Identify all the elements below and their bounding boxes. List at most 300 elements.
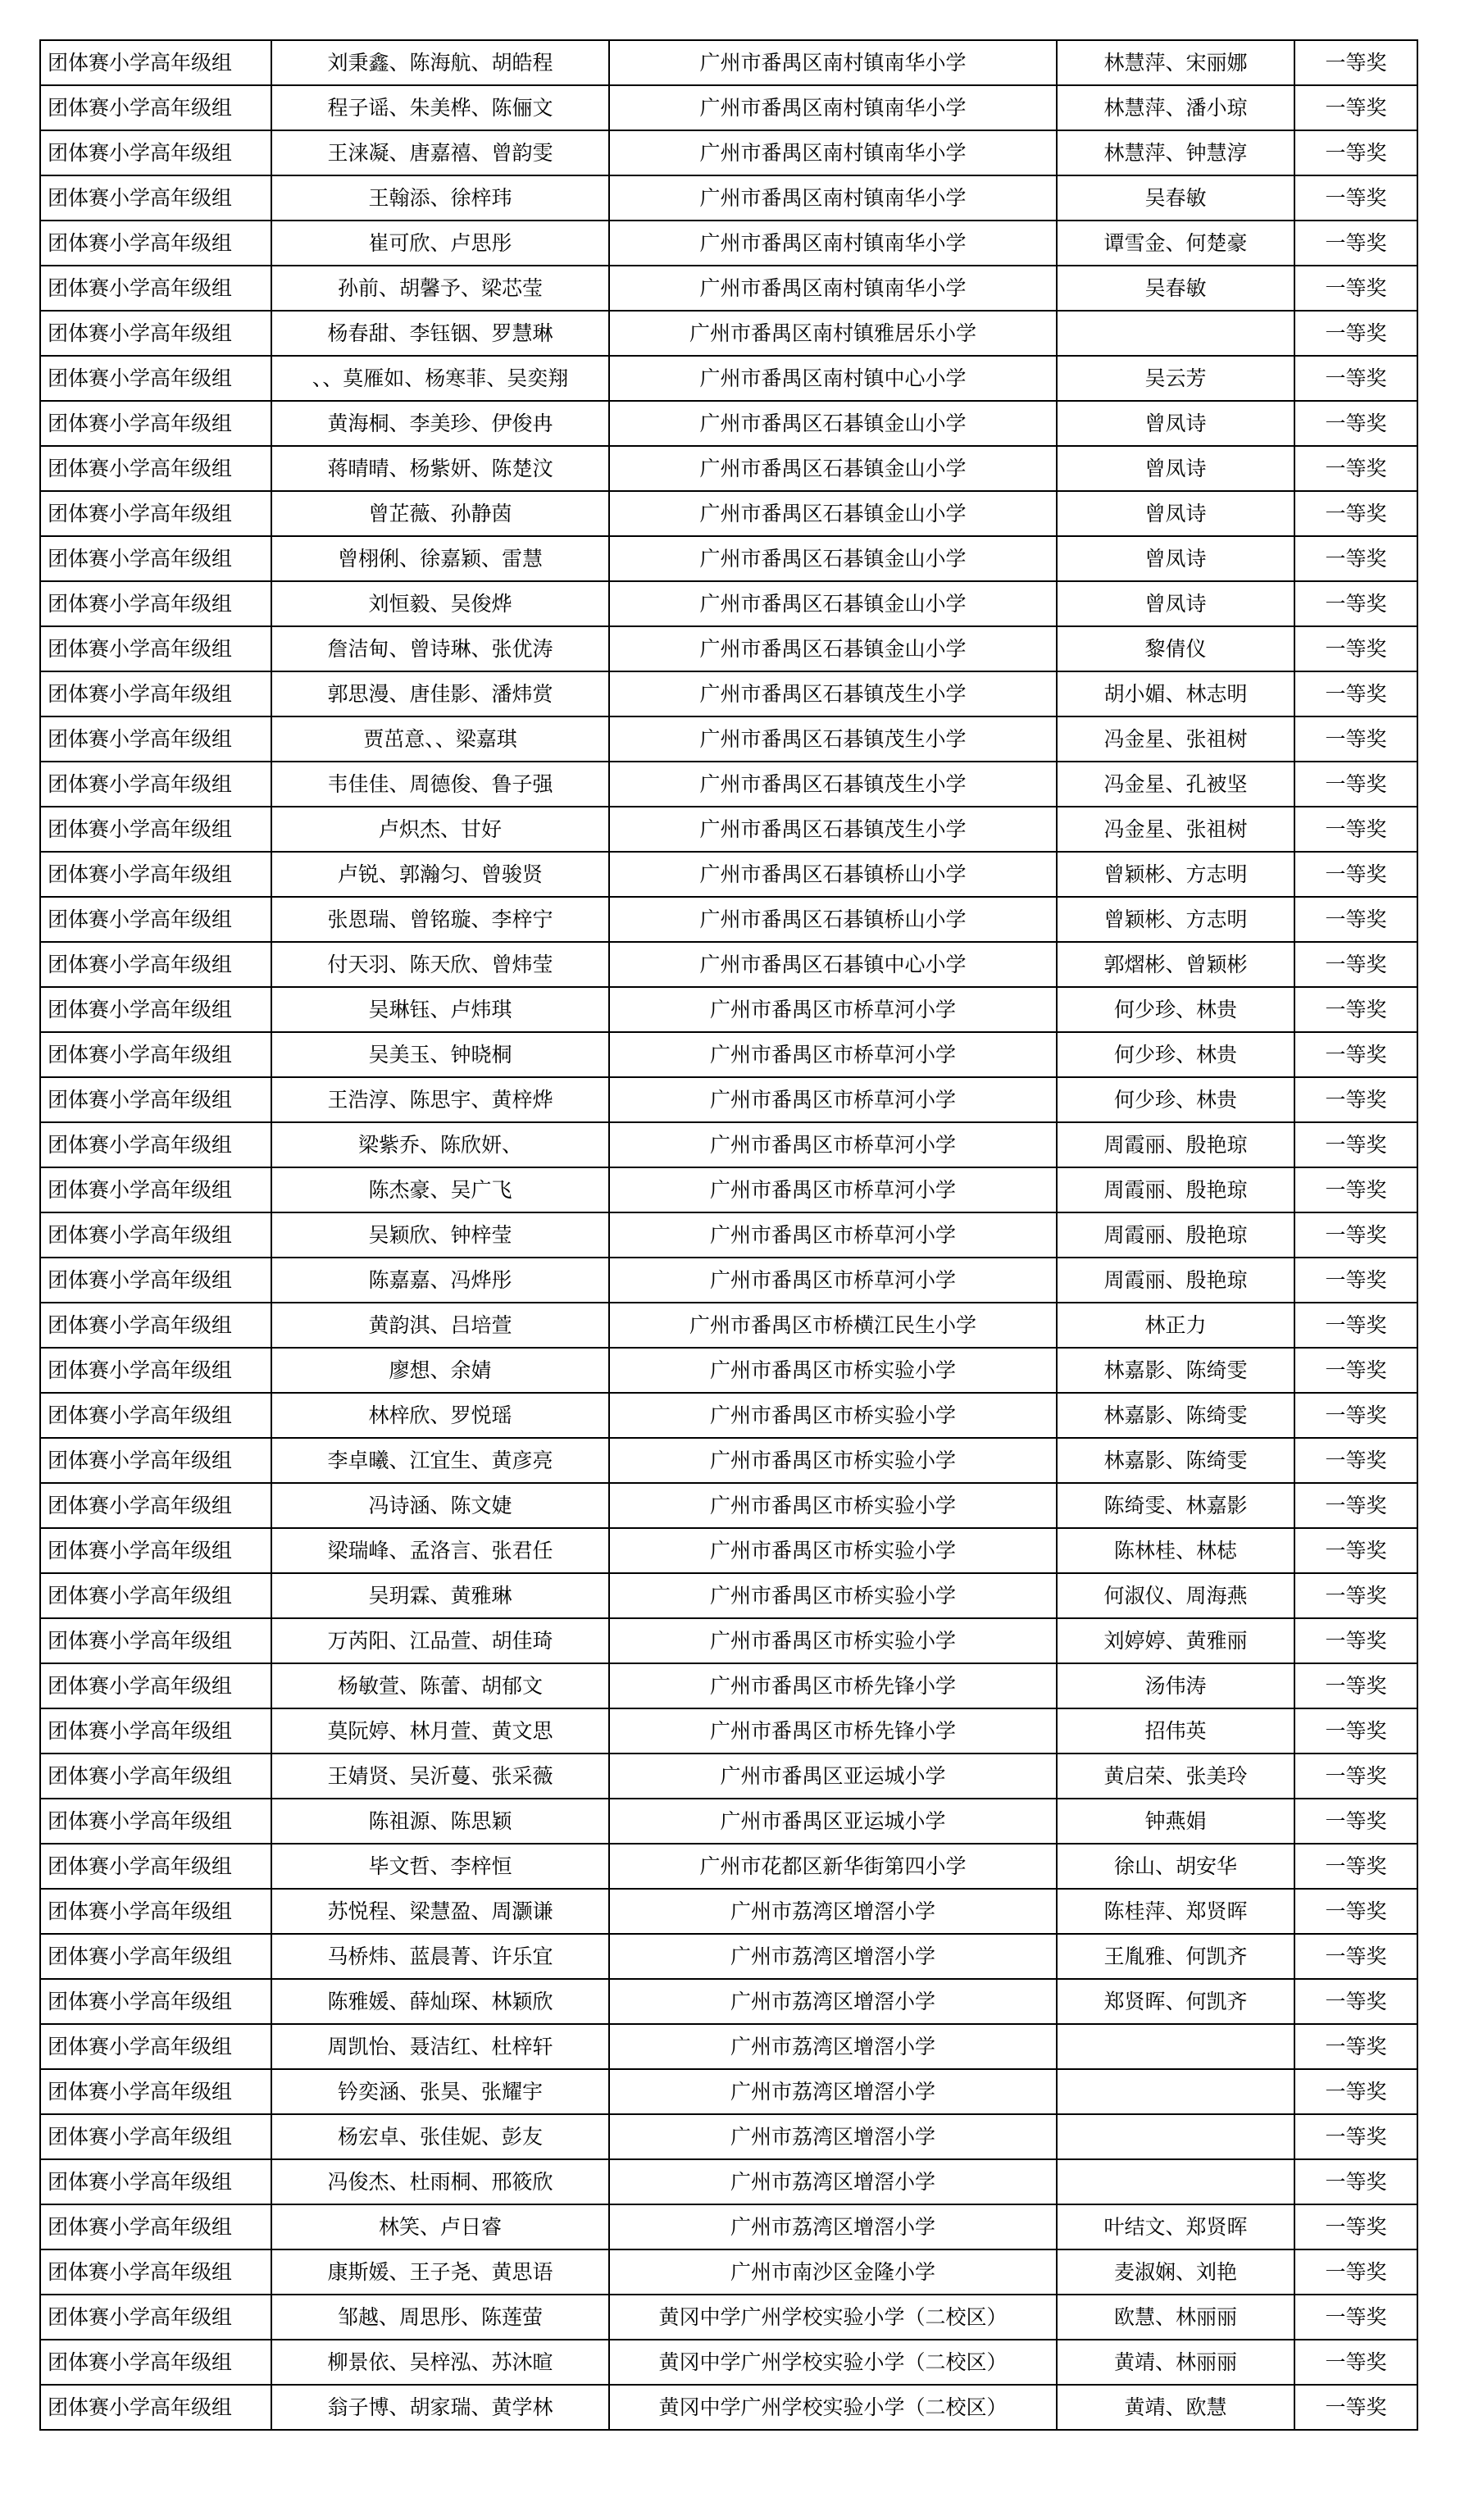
student-names-cell: 廖想、余婧 <box>271 1348 609 1393</box>
instructor-cell: 陈桂萍、郑贤晖 <box>1057 1889 1294 1934</box>
table-row <box>40 1663 1417 1708</box>
student-names-cell: 刘秉鑫、陈海航、胡皓程 <box>271 40 609 85</box>
competition-group-cell: 团体赛小学高年级组 <box>40 1077 271 1122</box>
school-cell: 广州市番禺区南村镇中心小学 <box>609 356 1057 401</box>
instructor-cell: 王胤雅、何凯齐 <box>1057 1934 1294 1979</box>
award-level-cell: 一等奖 <box>1294 987 1417 1032</box>
award-level-cell: 一等奖 <box>1294 716 1417 762</box>
award-level-cell: 一等奖 <box>1294 1393 1417 1438</box>
instructor-cell: 林嘉影、陈绮雯 <box>1057 1348 1294 1393</box>
competition-group-cell: 团体赛小学高年级组 <box>40 491 271 536</box>
school-cell: 广州市番禺区市桥实验小学 <box>609 1528 1057 1573</box>
competition-group-cell: 团体赛小学高年级组 <box>40 1573 271 1618</box>
competition-group-cell: 团体赛小学高年级组 <box>40 1483 271 1528</box>
school-cell: 广州市番禺区市桥草河小学 <box>609 1122 1057 1167</box>
school-cell: 广州市荔湾区增滘小学 <box>609 2114 1057 2159</box>
school-cell: 广州市番禺区市桥草河小学 <box>609 1032 1057 1077</box>
award-level-cell: 一等奖 <box>1294 1573 1417 1618</box>
student-names-cell: 钤奕涵、张昊、张耀宇 <box>271 2069 609 2114</box>
competition-group-cell: 团体赛小学高年级组 <box>40 1754 271 1799</box>
instructor-cell: 叶结文、郑贤晖 <box>1057 2204 1294 2249</box>
competition-group-cell: 团体赛小学高年级组 <box>40 266 271 311</box>
student-names-cell: 邹越、周思彤、陈莲萤 <box>271 2295 609 2340</box>
school-cell: 广州市荔湾区增滘小学 <box>609 1934 1057 1979</box>
award-level-cell: 一等奖 <box>1294 2385 1417 2430</box>
student-names-cell: 张恩瑞、曾铭璇、李梓宁 <box>271 897 609 942</box>
award-level-cell: 一等奖 <box>1294 852 1417 897</box>
award-level-cell: 一等奖 <box>1294 1618 1417 1663</box>
award-list-page <box>39 39 1417 2431</box>
table-row <box>40 1122 1417 1167</box>
table-row <box>40 175 1417 221</box>
school-cell: 广州市番禺区石碁镇金山小学 <box>609 491 1057 536</box>
instructor-cell: 黎倩仪 <box>1057 626 1294 671</box>
instructor-cell <box>1057 311 1294 356</box>
table-row <box>40 1167 1417 1212</box>
competition-group-cell: 团体赛小学高年级组 <box>40 2385 271 2430</box>
school-cell: 广州市番禺区市桥草河小学 <box>609 987 1057 1032</box>
instructor-cell: 欧慧、林丽丽 <box>1057 2295 1294 2340</box>
school-cell: 广州市番禺区石碁镇茂生小学 <box>609 807 1057 852</box>
instructor-cell: 胡小媚、林志明 <box>1057 671 1294 716</box>
instructor-cell <box>1057 2114 1294 2159</box>
competition-group-cell: 团体赛小学高年级组 <box>40 671 271 716</box>
student-names-cell: 毕文哲、李梓恒 <box>271 1844 609 1889</box>
school-cell: 黄冈中学广州学校实验小学（二校区） <box>609 2340 1057 2385</box>
competition-group-cell: 团体赛小学高年级组 <box>40 1979 271 2024</box>
student-names-cell: 卢炽杰、甘好 <box>271 807 609 852</box>
award-level-cell: 一等奖 <box>1294 2340 1417 2385</box>
table-row <box>40 581 1417 626</box>
instructor-cell: 钟燕娟 <box>1057 1799 1294 1844</box>
competition-group-cell: 团体赛小学高年级组 <box>40 942 271 987</box>
award-level-cell: 一等奖 <box>1294 221 1417 266</box>
school-cell: 广州市荔湾区增滘小学 <box>609 2024 1057 2069</box>
table-row <box>40 807 1417 852</box>
competition-group-cell: 团体赛小学高年级组 <box>40 1167 271 1212</box>
student-names-cell: 吴美玉、钟晓桐 <box>271 1032 609 1077</box>
student-names-cell: 林梓欣、罗悦瑶 <box>271 1393 609 1438</box>
competition-group-cell: 团体赛小学高年级组 <box>40 1708 271 1754</box>
school-cell: 广州市番禺区南村镇雅居乐小学 <box>609 311 1057 356</box>
student-names-cell: 王浩淳、陈思宇、黄梓烨 <box>271 1077 609 1122</box>
competition-group-cell: 团体赛小学高年级组 <box>40 1438 271 1483</box>
school-cell: 广州市番禺区市桥草河小学 <box>609 1077 1057 1122</box>
table-row <box>40 221 1417 266</box>
instructor-cell: 何少珍、林贵 <box>1057 1032 1294 1077</box>
school-cell: 广州市番禺区南村镇南华小学 <box>609 40 1057 85</box>
table-row <box>40 1934 1417 1979</box>
competition-group-cell: 团体赛小学高年级组 <box>40 626 271 671</box>
student-names-cell: 程子谣、朱美桦、陈俪文 <box>271 85 609 130</box>
award-table-body <box>40 40 1417 2430</box>
competition-group-cell: 团体赛小学高年级组 <box>40 807 271 852</box>
table-row <box>40 1754 1417 1799</box>
competition-group-cell: 团体赛小学高年级组 <box>40 2204 271 2249</box>
school-cell: 广州市番禺区市桥草河小学 <box>609 1167 1057 1212</box>
competition-group-cell: 团体赛小学高年级组 <box>40 40 271 85</box>
school-cell: 广州市荔湾区增滘小学 <box>609 2069 1057 2114</box>
award-level-cell: 一等奖 <box>1294 1212 1417 1258</box>
school-cell: 广州市荔湾区增滘小学 <box>609 1889 1057 1934</box>
instructor-cell: 冯金星、张祖树 <box>1057 716 1294 762</box>
student-names-cell: 孙前、胡馨予、梁芯莹 <box>271 266 609 311</box>
instructor-cell: 曾颖彬、方志明 <box>1057 852 1294 897</box>
school-cell: 广州市番禺区石碁镇茂生小学 <box>609 762 1057 807</box>
student-names-cell: 王婧贤、吴沂蔓、张采薇 <box>271 1754 609 1799</box>
student-names-cell: 蒋晴晴、杨紫妍、陈楚汶 <box>271 446 609 491</box>
award-level-cell: 一等奖 <box>1294 581 1417 626</box>
table-row <box>40 1889 1417 1934</box>
table-row <box>40 1438 1417 1483</box>
competition-group-cell: 团体赛小学高年级组 <box>40 2069 271 2114</box>
table-row <box>40 356 1417 401</box>
instructor-cell: 林慧萍、钟慧淳 <box>1057 130 1294 175</box>
award-level-cell: 一等奖 <box>1294 266 1417 311</box>
student-names-cell: 崔可欣、卢思彤 <box>271 221 609 266</box>
award-level-cell: 一等奖 <box>1294 1348 1417 1393</box>
school-cell: 广州市番禺区石碁镇中心小学 <box>609 942 1057 987</box>
student-names-cell: 柳景依、吴梓泓、苏沐暄 <box>271 2340 609 2385</box>
table-row <box>40 2340 1417 2385</box>
table-row <box>40 1077 1417 1122</box>
table-row <box>40 1303 1417 1348</box>
instructor-cell: 汤伟涛 <box>1057 1663 1294 1708</box>
instructor-cell: 黄靖、林丽丽 <box>1057 2340 1294 2385</box>
school-cell: 广州市番禺区市桥实验小学 <box>609 1573 1057 1618</box>
instructor-cell: 麦淑娴、刘艳 <box>1057 2249 1294 2295</box>
school-cell: 广州市番禺区市桥草河小学 <box>609 1212 1057 1258</box>
student-names-cell: 付天羽、陈天欣、曾炜莹 <box>271 942 609 987</box>
competition-group-cell: 团体赛小学高年级组 <box>40 2295 271 2340</box>
table-row <box>40 1258 1417 1303</box>
table-row <box>40 671 1417 716</box>
table-row <box>40 1483 1417 1528</box>
instructor-cell: 黄靖、欧慧 <box>1057 2385 1294 2430</box>
award-level-cell: 一等奖 <box>1294 1077 1417 1122</box>
student-names-cell: 陈雅媛、薛灿琛、林颖欣 <box>271 1979 609 2024</box>
award-level-cell: 一等奖 <box>1294 1708 1417 1754</box>
school-cell: 广州市荔湾区增滘小学 <box>609 1979 1057 2024</box>
student-names-cell: 马桥炜、蓝晨菁、许乐宜 <box>271 1934 609 1979</box>
table-row <box>40 716 1417 762</box>
instructor-cell: 曾凤诗 <box>1057 401 1294 446</box>
award-level-cell: 一等奖 <box>1294 2249 1417 2295</box>
table-row <box>40 942 1417 987</box>
school-cell: 广州市番禺区石碁镇茂生小学 <box>609 671 1057 716</box>
table-row <box>40 40 1417 85</box>
award-level-cell: 一等奖 <box>1294 807 1417 852</box>
award-level-cell: 一等奖 <box>1294 626 1417 671</box>
award-level-cell: 一等奖 <box>1294 671 1417 716</box>
award-level-cell: 一等奖 <box>1294 2204 1417 2249</box>
award-level-cell: 一等奖 <box>1294 401 1417 446</box>
competition-group-cell: 团体赛小学高年级组 <box>40 85 271 130</box>
competition-group-cell: 团体赛小学高年级组 <box>40 852 271 897</box>
instructor-cell: 曾颖彬、方志明 <box>1057 897 1294 942</box>
student-names-cell: 冯诗涵、陈文婕 <box>271 1483 609 1528</box>
table-row <box>40 2385 1417 2430</box>
school-cell: 广州市番禺区市桥实验小学 <box>609 1348 1057 1393</box>
competition-group-cell: 团体赛小学高年级组 <box>40 536 271 581</box>
instructor-cell: 吴春敏 <box>1057 266 1294 311</box>
instructor-cell: 林慧萍、潘小琼 <box>1057 85 1294 130</box>
instructor-cell: 吴春敏 <box>1057 175 1294 221</box>
school-cell: 广州市番禺区石碁镇桥山小学 <box>609 897 1057 942</box>
instructor-cell: 郑贤晖、何凯齐 <box>1057 1979 1294 2024</box>
instructor-cell: 曾凤诗 <box>1057 491 1294 536</box>
award-level-cell: 一等奖 <box>1294 942 1417 987</box>
competition-group-cell: 团体赛小学高年级组 <box>40 130 271 175</box>
instructor-cell: 周霞丽、殷艳琼 <box>1057 1212 1294 1258</box>
award-level-cell: 一等奖 <box>1294 1303 1417 1348</box>
award-level-cell: 一等奖 <box>1294 2024 1417 2069</box>
table-row <box>40 1032 1417 1077</box>
student-names-cell: 周凯怡、聂洁红、杜梓轩 <box>271 2024 609 2069</box>
table-row <box>40 2295 1417 2340</box>
table-row <box>40 2024 1417 2069</box>
competition-group-cell: 团体赛小学高年级组 <box>40 1258 271 1303</box>
student-names-cell: 杨敏萱、陈蕾、胡郁文 <box>271 1663 609 1708</box>
school-cell: 广州市番禺区市桥实验小学 <box>609 1438 1057 1483</box>
award-level-cell: 一等奖 <box>1294 1663 1417 1708</box>
student-names-cell: 吴玥霖、黄雅琳 <box>271 1573 609 1618</box>
table-row <box>40 536 1417 581</box>
table-row <box>40 897 1417 942</box>
student-names-cell: 王涞凝、唐嘉禧、曾韵雯 <box>271 130 609 175</box>
instructor-cell: 曾凤诗 <box>1057 581 1294 626</box>
competition-group-cell: 团体赛小学高年级组 <box>40 175 271 221</box>
table-row <box>40 2204 1417 2249</box>
school-cell: 广州市番禺区石碁镇金山小学 <box>609 581 1057 626</box>
school-cell: 广州市番禺区市桥先锋小学 <box>609 1663 1057 1708</box>
competition-group-cell: 团体赛小学高年级组 <box>40 2159 271 2204</box>
table-row <box>40 987 1417 1032</box>
student-names-cell: 、、莫雁如、杨寒菲、吴奕翔 <box>271 356 609 401</box>
table-row <box>40 1348 1417 1393</box>
table-row <box>40 1212 1417 1258</box>
student-names-cell: 曾栩俐、徐嘉颖、雷慧 <box>271 536 609 581</box>
student-names-cell: 詹洁甸、曾诗琳、张优涛 <box>271 626 609 671</box>
school-cell: 广州市番禺区亚运城小学 <box>609 1799 1057 1844</box>
table-row <box>40 266 1417 311</box>
table-row <box>40 491 1417 536</box>
award-level-cell: 一等奖 <box>1294 762 1417 807</box>
school-cell: 广州市番禺区石碁镇金山小学 <box>609 401 1057 446</box>
competition-group-cell: 团体赛小学高年级组 <box>40 987 271 1032</box>
competition-group-cell: 团体赛小学高年级组 <box>40 897 271 942</box>
student-names-cell: 万芮阳、江品萱、胡佳琦 <box>271 1618 609 1663</box>
competition-group-cell: 团体赛小学高年级组 <box>40 2340 271 2385</box>
school-cell: 广州市番禺区市桥实验小学 <box>609 1618 1057 1663</box>
instructor-cell: 林嘉影、陈绮雯 <box>1057 1393 1294 1438</box>
instructor-cell: 何淑仪、周海燕 <box>1057 1573 1294 1618</box>
award-level-cell: 一等奖 <box>1294 1754 1417 1799</box>
award-level-cell: 一等奖 <box>1294 536 1417 581</box>
school-cell: 广州市番禺区石碁镇金山小学 <box>609 536 1057 581</box>
school-cell: 广州市番禺区市桥草河小学 <box>609 1258 1057 1303</box>
student-names-cell: 贾茁意、、梁嘉琪 <box>271 716 609 762</box>
award-level-cell: 一等奖 <box>1294 1979 1417 2024</box>
instructor-cell: 冯金星、张祖树 <box>1057 807 1294 852</box>
table-row <box>40 762 1417 807</box>
school-cell: 广州市番禺区石碁镇桥山小学 <box>609 852 1057 897</box>
instructor-cell: 林嘉影、陈绮雯 <box>1057 1438 1294 1483</box>
competition-group-cell: 团体赛小学高年级组 <box>40 1844 271 1889</box>
competition-group-cell: 团体赛小学高年级组 <box>40 581 271 626</box>
instructor-cell: 黄启荣、张美玲 <box>1057 1754 1294 1799</box>
student-names-cell: 李卓曦、江宜生、黄彦亮 <box>271 1438 609 1483</box>
table-row <box>40 2159 1417 2204</box>
student-names-cell: 吴颖欣、钟梓莹 <box>271 1212 609 1258</box>
school-cell: 广州市番禺区市桥实验小学 <box>609 1483 1057 1528</box>
table-row <box>40 2114 1417 2159</box>
award-level-cell: 一等奖 <box>1294 2069 1417 2114</box>
student-names-cell: 陈嘉嘉、冯烨彤 <box>271 1258 609 1303</box>
table-row <box>40 852 1417 897</box>
award-level-cell: 一等奖 <box>1294 2159 1417 2204</box>
competition-group-cell: 团体赛小学高年级组 <box>40 1393 271 1438</box>
instructor-cell: 林慧萍、宋丽娜 <box>1057 40 1294 85</box>
school-cell: 广州市番禺区南村镇南华小学 <box>609 175 1057 221</box>
award-level-cell: 一等奖 <box>1294 1122 1417 1167</box>
award-level-cell: 一等奖 <box>1294 1438 1417 1483</box>
competition-group-cell: 团体赛小学高年级组 <box>40 1032 271 1077</box>
student-names-cell: 冯俊杰、杜雨桐、邢筱欣 <box>271 2159 609 2204</box>
instructor-cell: 陈绮雯、林嘉影 <box>1057 1483 1294 1528</box>
award-level-cell: 一等奖 <box>1294 1799 1417 1844</box>
school-cell: 广州市南沙区金隆小学 <box>609 2249 1057 2295</box>
student-names-cell: 韦佳佳、周德俊、鲁子强 <box>271 762 609 807</box>
table-row <box>40 1979 1417 2024</box>
award-level-cell: 一等奖 <box>1294 40 1417 85</box>
instructor-cell: 何少珍、林贵 <box>1057 987 1294 1032</box>
competition-group-cell: 团体赛小学高年级组 <box>40 1618 271 1663</box>
table-row <box>40 1708 1417 1754</box>
instructor-cell: 吴云芳 <box>1057 356 1294 401</box>
competition-group-cell: 团体赛小学高年级组 <box>40 2249 271 2295</box>
instructor-cell: 林正力 <box>1057 1303 1294 1348</box>
instructor-cell <box>1057 2069 1294 2114</box>
competition-group-cell: 团体赛小学高年级组 <box>40 401 271 446</box>
school-cell: 广州市荔湾区增滘小学 <box>609 2159 1057 2204</box>
table-row <box>40 311 1417 356</box>
award-level-cell: 一等奖 <box>1294 1934 1417 1979</box>
award-level-cell: 一等奖 <box>1294 897 1417 942</box>
competition-group-cell: 团体赛小学高年级组 <box>40 1799 271 1844</box>
student-names-cell: 杨宏卓、张佳妮、彭友 <box>271 2114 609 2159</box>
school-cell: 广州市番禺区市桥先锋小学 <box>609 1708 1057 1754</box>
student-names-cell: 翁子博、胡家瑞、黄学林 <box>271 2385 609 2430</box>
instructor-cell <box>1057 2159 1294 2204</box>
instructor-cell: 徐山、胡安华 <box>1057 1844 1294 1889</box>
school-cell: 广州市番禺区南村镇南华小学 <box>609 85 1057 130</box>
award-level-cell: 一等奖 <box>1294 356 1417 401</box>
award-level-cell: 一等奖 <box>1294 1889 1417 1934</box>
instructor-cell <box>1057 2024 1294 2069</box>
school-cell: 广州市番禺区南村镇南华小学 <box>609 221 1057 266</box>
table-row <box>40 85 1417 130</box>
school-cell: 广州市番禺区市桥实验小学 <box>609 1393 1057 1438</box>
award-level-cell: 一等奖 <box>1294 2295 1417 2340</box>
award-level-cell: 一等奖 <box>1294 311 1417 356</box>
competition-group-cell: 团体赛小学高年级组 <box>40 1889 271 1934</box>
student-names-cell: 林笑、卢日睿 <box>271 2204 609 2249</box>
award-level-cell: 一等奖 <box>1294 1483 1417 1528</box>
award-level-cell: 一等奖 <box>1294 1167 1417 1212</box>
instructor-cell: 曾凤诗 <box>1057 536 1294 581</box>
student-names-cell: 陈杰豪、吴广飞 <box>271 1167 609 1212</box>
competition-group-cell: 团体赛小学高年级组 <box>40 716 271 762</box>
competition-group-cell: 团体赛小学高年级组 <box>40 356 271 401</box>
student-names-cell: 杨春甜、李钰铟、罗慧琳 <box>271 311 609 356</box>
competition-group-cell: 团体赛小学高年级组 <box>40 311 271 356</box>
student-names-cell: 梁紫乔、陈欣妍、 <box>271 1122 609 1167</box>
school-cell: 广州市番禺区南村镇南华小学 <box>609 266 1057 311</box>
competition-group-cell: 团体赛小学高年级组 <box>40 1348 271 1393</box>
school-cell: 广州市番禺区石碁镇金山小学 <box>609 446 1057 491</box>
competition-group-cell: 团体赛小学高年级组 <box>40 1528 271 1573</box>
student-names-cell: 郭思漫、唐佳影、潘炜赏 <box>271 671 609 716</box>
instructor-cell: 周霞丽、殷艳琼 <box>1057 1167 1294 1212</box>
instructor-cell: 谭雪金、何楚豪 <box>1057 221 1294 266</box>
table-row <box>40 130 1417 175</box>
instructor-cell: 招伟英 <box>1057 1708 1294 1754</box>
table-row <box>40 626 1417 671</box>
student-names-cell: 黄韵淇、吕培萱 <box>271 1303 609 1348</box>
instructor-cell: 刘婷婷、黄雅丽 <box>1057 1618 1294 1663</box>
student-names-cell: 吴琳钰、卢炜琪 <box>271 987 609 1032</box>
student-names-cell: 卢锐、郭瀚匀、曾骏贤 <box>271 852 609 897</box>
competition-group-cell: 团体赛小学高年级组 <box>40 446 271 491</box>
table-row <box>40 1844 1417 1889</box>
student-names-cell: 莫阮婷、林月萱、黄文思 <box>271 1708 609 1754</box>
table-row <box>40 1528 1417 1573</box>
school-cell: 广州市荔湾区增滘小学 <box>609 2204 1057 2249</box>
award-level-cell: 一等奖 <box>1294 1258 1417 1303</box>
school-cell: 广州市番禺区亚运城小学 <box>609 1754 1057 1799</box>
competition-group-cell: 团体赛小学高年级组 <box>40 1122 271 1167</box>
instructor-cell: 郭熠彬、曾颖彬 <box>1057 942 1294 987</box>
student-names-cell: 刘恒毅、吴俊烨 <box>271 581 609 626</box>
award-level-cell: 一等奖 <box>1294 2114 1417 2159</box>
award-table <box>39 39 1418 2431</box>
competition-group-cell: 团体赛小学高年级组 <box>40 221 271 266</box>
instructor-cell: 周霞丽、殷艳琼 <box>1057 1258 1294 1303</box>
table-row <box>40 2069 1417 2114</box>
table-row <box>40 1573 1417 1618</box>
school-cell: 黄冈中学广州学校实验小学（二校区） <box>609 2385 1057 2430</box>
instructor-cell: 冯金星、孔被坚 <box>1057 762 1294 807</box>
table-row <box>40 1799 1417 1844</box>
competition-group-cell: 团体赛小学高年级组 <box>40 1212 271 1258</box>
student-names-cell: 康斯媛、王子尧、黄思语 <box>271 2249 609 2295</box>
competition-group-cell: 团体赛小学高年级组 <box>40 2024 271 2069</box>
competition-group-cell: 团体赛小学高年级组 <box>40 1663 271 1708</box>
award-level-cell: 一等奖 <box>1294 491 1417 536</box>
instructor-cell: 何少珍、林贵 <box>1057 1077 1294 1122</box>
award-level-cell: 一等奖 <box>1294 175 1417 221</box>
student-names-cell: 陈祖源、陈思颖 <box>271 1799 609 1844</box>
student-names-cell: 苏悦程、梁慧盈、周灏谦 <box>271 1889 609 1934</box>
school-cell: 广州市花都区新华街第四小学 <box>609 1844 1057 1889</box>
instructor-cell: 曾凤诗 <box>1057 446 1294 491</box>
award-level-cell: 一等奖 <box>1294 130 1417 175</box>
instructor-cell: 周霞丽、殷艳琼 <box>1057 1122 1294 1167</box>
table-row <box>40 1393 1417 1438</box>
award-level-cell: 一等奖 <box>1294 446 1417 491</box>
table-row <box>40 446 1417 491</box>
